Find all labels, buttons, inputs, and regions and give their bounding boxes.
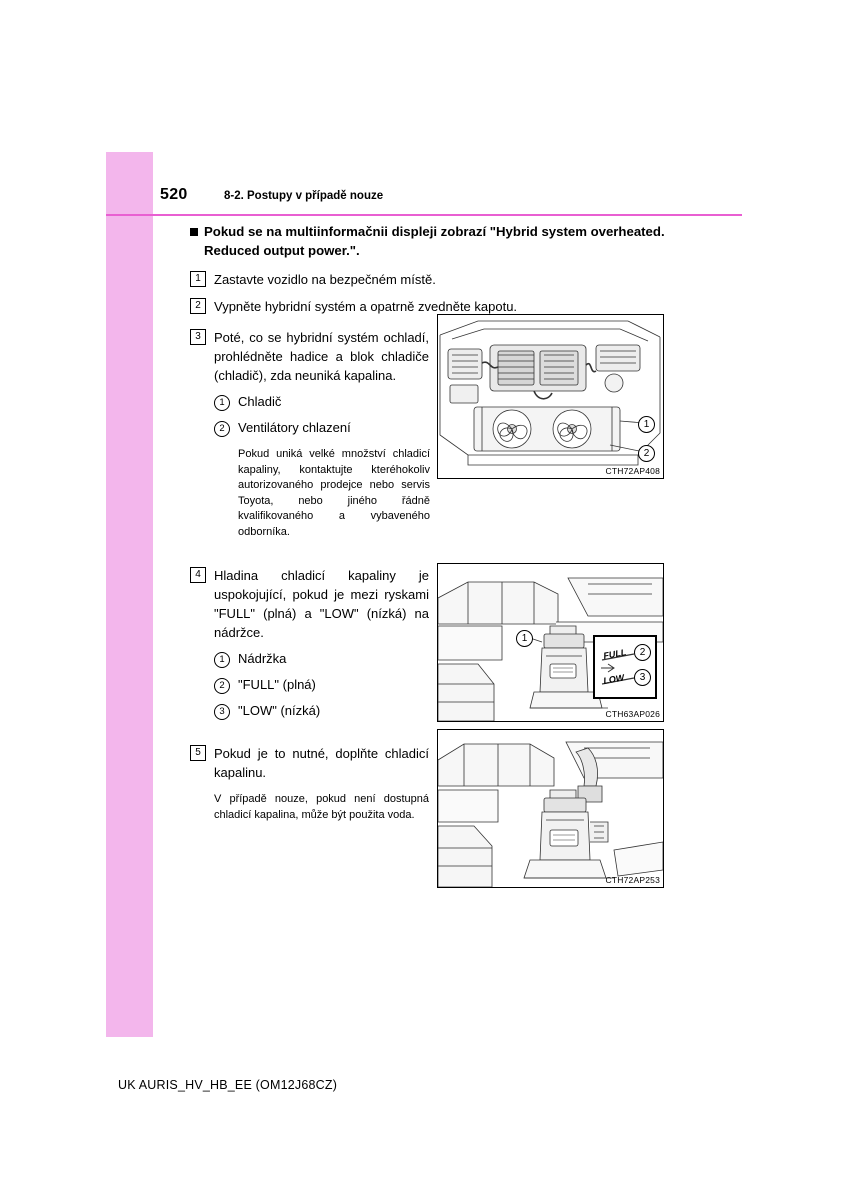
page-footer: UK AURIS_HV_HB_EE (OM12J68CZ) — [118, 1078, 338, 1092]
step-4-item-2-label: "FULL" (plná) — [238, 677, 316, 692]
figure-2-callout-2: 2 — [634, 644, 651, 661]
svg-text:LOW: LOW — [602, 672, 626, 686]
step-4-item-1-label: Nádržka — [238, 651, 287, 666]
step-4-item-3-label: "LOW" (nízká) — [238, 703, 321, 718]
figure-coolant-reservoir-level — [437, 563, 664, 722]
topic-heading — [190, 222, 674, 260]
step-3-item-2-label: Ventilátory chlazení — [238, 420, 351, 435]
step-5-text: Pokud je to nutné, doplňte chladicí kapalinu. — [214, 746, 429, 780]
step-4-number: 4 — [190, 567, 206, 583]
step-1-text: Zastavte vozidlo na bezpečném místě. — [214, 272, 436, 287]
figure-2-code: CTH63AP026 — [605, 709, 660, 719]
circled-number-2: 2 — [214, 678, 230, 694]
engine-bay-illustration — [438, 315, 663, 478]
square-bullet-icon — [190, 228, 198, 236]
figure-engine-bay — [437, 314, 664, 479]
svg-text:FULL: FULL — [602, 647, 627, 661]
step-5-number: 5 — [190, 745, 206, 761]
step-3-item-1-label: Chladič — [238, 394, 282, 409]
figure-1-callout-1: 1 — [638, 416, 655, 433]
figure-coolant-filling — [437, 729, 664, 888]
figure-1-callout-2: 2 — [638, 445, 655, 462]
circled-number-1: 1 — [214, 395, 230, 411]
header-rule — [106, 214, 742, 216]
step-2-number: 2 — [190, 298, 206, 314]
figure-3-code: CTH72AP253 — [605, 875, 660, 885]
step-5-note: V případě nouze, pokud není dostupná chladicí kapalina, může být použita voda. — [214, 793, 429, 821]
page-number: 520 — [160, 186, 188, 203]
step-3-note: Pokud uniká velké množství chladicí kapaliny, kontaktujte kteréhokoliv autorizovaného prodejce nebo servis Toyota, nebo jiného řádně kvalifikovaného a vybaveného odborníka. — [238, 448, 430, 538]
coolant-filling-illustration — [438, 730, 663, 887]
step-2-text: Vypněte hybridní systém a opatrně zvedněte kapotu. — [214, 299, 518, 314]
page-side-tab — [106, 152, 153, 1037]
topic-heading-text: Pokud se na multiinformačnii displeji zobrazí "Hybrid system overheated. Reduced output power.". — [204, 224, 665, 258]
step-4-text: Hladina chladicí kapaliny je uspokojující, pokud je mezi ryskami "FULL" (plná) a "LOW" (nízká) na nádržce. — [214, 568, 429, 640]
circled-number-1: 1 — [214, 652, 230, 668]
step-3-number: 3 — [190, 329, 206, 345]
figure-2-callout-1: 1 — [516, 630, 533, 647]
step-1-number: 1 — [190, 271, 206, 287]
figure-1-code: CTH72AP408 — [605, 466, 660, 476]
step-3-text: Poté, co se hybridní systém ochladí, prohlédněte hadice a blok chladiče (chladič), zda neuniká kapalina. — [214, 330, 429, 383]
circled-number-2: 2 — [214, 421, 230, 437]
circled-number-3: 3 — [214, 704, 230, 720]
step-1 — [190, 270, 742, 289]
coolant-reservoir-illustration — [438, 564, 663, 721]
section-title: 8-2. Postupy v případě nouze — [224, 190, 384, 202]
figure-2-callout-3: 3 — [634, 669, 651, 686]
